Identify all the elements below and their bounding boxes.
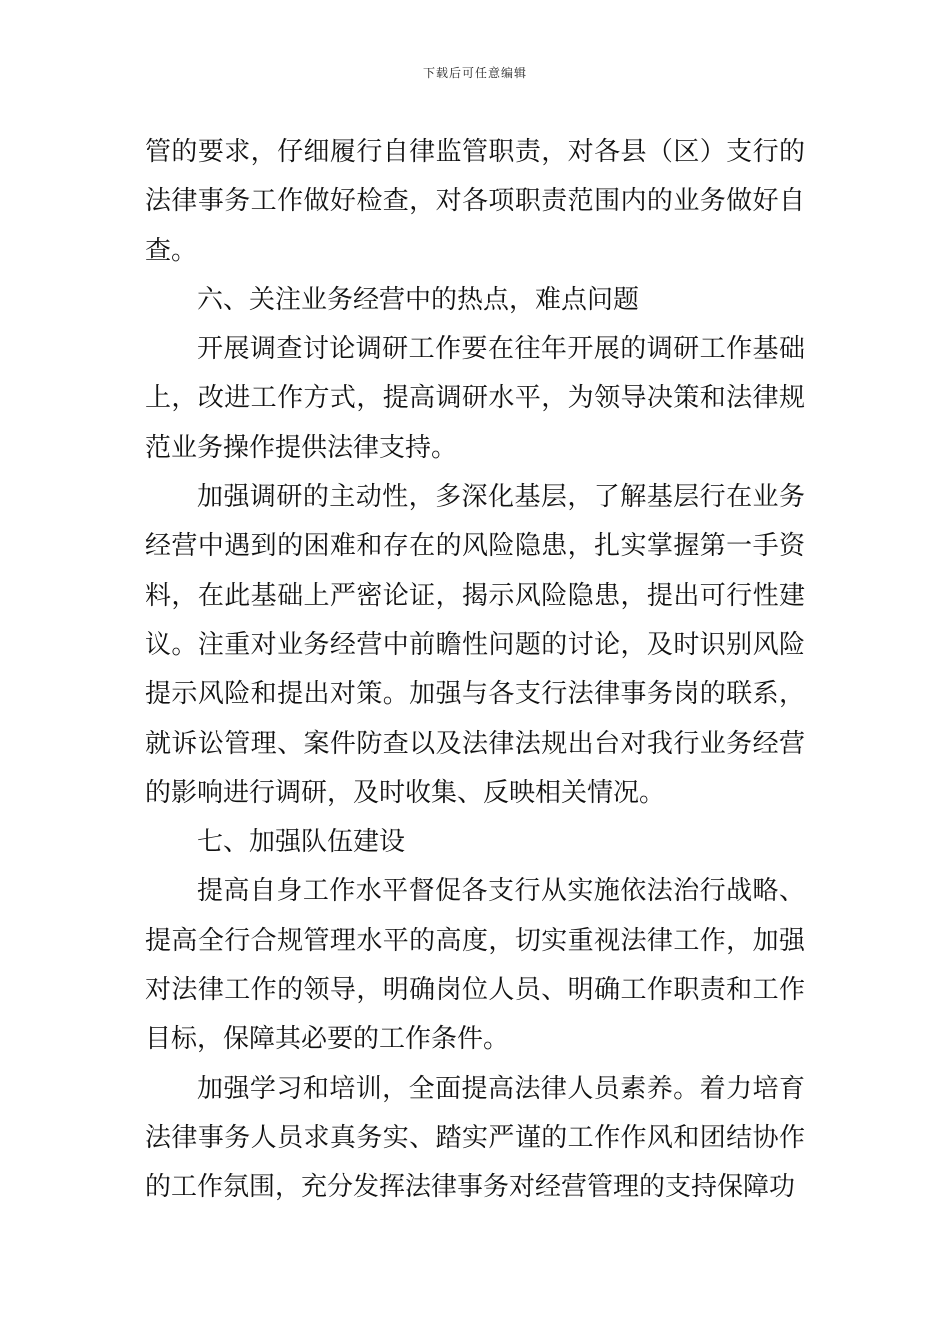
- paragraph: 提高自身工作水平督促各支行从实施依法治行战略、提高全行合规管理水平的高度，切实重视法律工作，加强对法律工作的领导，明确岗位人员、明确工作职责和工作目标，保障其必要的工作条件。: [145, 876, 805, 1055]
- section-heading-seven: 七、加强队伍建设: [197, 827, 406, 858]
- document-body: [145, 128, 805, 1213]
- paragraph: 加强学习和培训，全面提高法律人员素养。着力培育法律事务人员求真务实、踏实严谨的工作作风和团结协作的工作氛围，充分发挥法律事务对经营管理的支持保障功: [145, 1073, 805, 1203]
- page-header: 下载后可任意编辑: [422, 66, 527, 80]
- section-heading-six: 六、关注业务经营中的热点，难点问题: [197, 284, 640, 315]
- paragraph: 开展调查讨论调研工作要在往年开展的调研工作基础上，改进工作方式，提高调研水平，为领导决策和法律规范业务操作提供法律支持。: [145, 334, 805, 463]
- paragraph: 加强调研的主动性，多深化基层，了解基层行在业务经营中遇到的困难和存在的风险隐患，扎实掌握第一手资料，在此基础上严密论证，揭示风险隐患，提出可行性建议。注重对业务经营中前瞻性问题的讨论，及时识别风险提示风险和提出对策。加强与各支行法律事务岗的联系，就诉讼管理、案件防查以及法律法规出台对我行业务经营的影响进行调研，及时收集、反映相关情况。: [145, 482, 805, 808]
- paragraph-continuation: 管的要求，仔细履行自律监管职责，对各县（区）支行的法律事务工作做好检查，对各项职责范围内的业务做好自查。: [145, 137, 805, 266]
